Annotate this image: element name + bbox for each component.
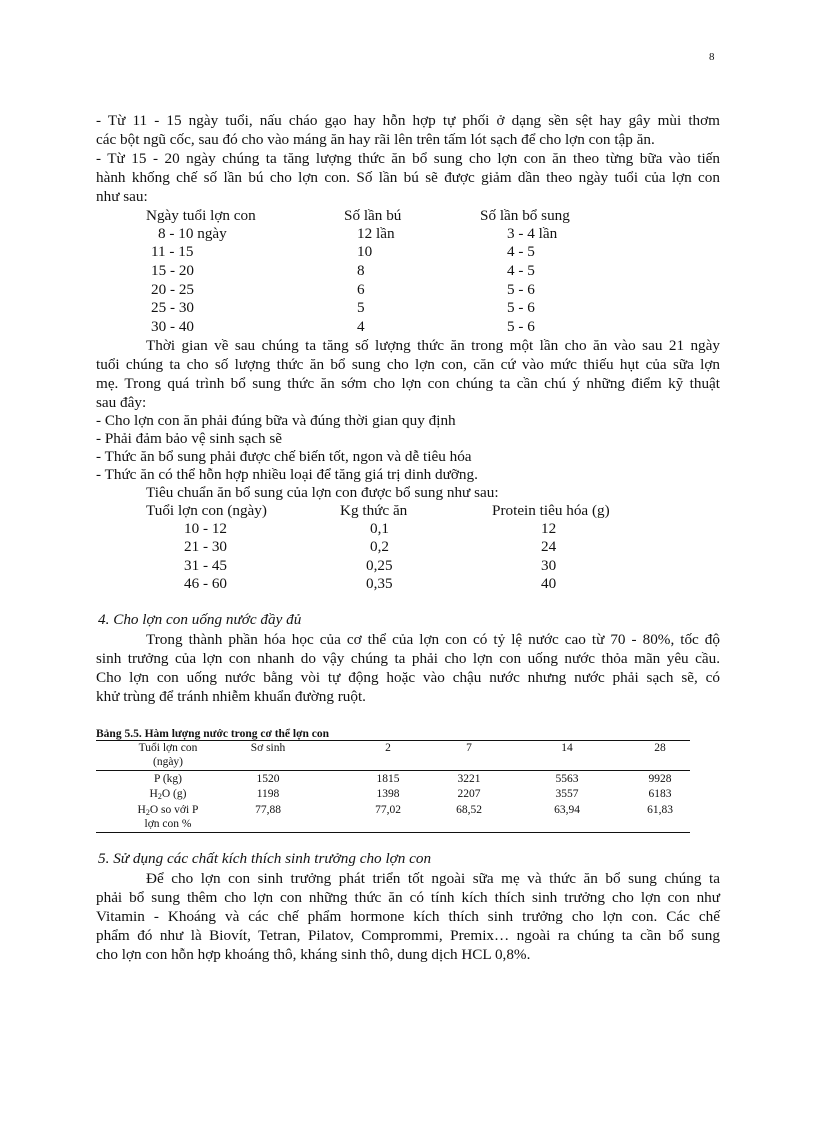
section4-heading: 4. Cho lợn con uống nước đầy đủ	[98, 611, 302, 628]
suckle-r6-age: 30 - 40	[151, 318, 195, 335]
suckle-header-supp: Số lần bổ sung	[480, 207, 570, 224]
water-row-p-label: P (kg)	[153, 773, 182, 785]
para1-line2: các bột ngũ cốc, sau đó cho vào máng ăn hay rãi lên trên tấm lót sạch để cho lợn con tập ăn.	[96, 131, 655, 148]
water-row-h2o-cell: 1198	[256, 788, 280, 800]
water-table-title: Bảng 5.5. Hàm lượng nước trong cơ thể lợn con	[96, 728, 329, 740]
section5-line3: Vitamin - Khoáng và các chế phẩm hormone kích thích sinh trưởng cho lợn con. Các chế	[96, 908, 720, 925]
feed-r2-kg: 0,2	[370, 538, 389, 555]
feed-r3-age: 31 - 45	[184, 557, 228, 574]
section5-line1: Để cho lợn con sinh trưởng phát triển tốt ngoài sữa mẹ và thức ăn bổ sung chúng ta	[146, 870, 720, 887]
feed-header-age: Tuổi lợn con (ngày)	[146, 502, 267, 519]
feed-r1-kg: 0,1	[370, 520, 389, 537]
para1-line5: như sau:	[96, 188, 148, 205]
suckle-r2-age: 11 - 15	[151, 243, 194, 260]
feed-r2-age: 21 - 30	[184, 538, 228, 555]
suckle-r1-supp: 3 - 4 lần	[507, 225, 558, 242]
section4-line4: khử trùng để tránh nhiễm khuẩn đường ruột.	[96, 688, 366, 705]
section5-line5: cho lợn con hỗn hợp khoáng thô, kháng sinh thô, dung dịch HCL 0,8%.	[96, 946, 531, 963]
water-row-ratio-cell: 63,94	[554, 804, 580, 816]
water-header-col: 2	[385, 742, 391, 754]
water-row-h2o-cell: 6183	[648, 788, 672, 800]
suckle-header-age: Ngày tuổi lợn con	[146, 207, 256, 224]
suckle-r4-count: 6	[357, 281, 365, 298]
suckle-r4-supp: 5 - 6	[507, 281, 535, 298]
water-row-ratio-cell: 68,52	[456, 804, 482, 816]
suckle-r5-count: 5	[357, 299, 365, 316]
feed-header-protein: Protein tiêu hóa (g)	[492, 502, 610, 519]
bullet-item: - Cho lợn con ăn phải đúng bữa và đúng thời gian quy định	[96, 412, 456, 429]
suckle-r5-age: 25 - 30	[151, 299, 195, 316]
table-rule-bottom	[96, 832, 690, 833]
feed-r1-protein: 12	[541, 520, 557, 537]
water-row-ratio-cell: 77,02	[375, 804, 401, 816]
water-row-p-cell: 3221	[457, 773, 481, 785]
section5-line4: phẩm đó như là Biovít, Tetran, Pilatov, Comprommi, Premix… ngoài ra chúng ta cần bổ sung	[96, 927, 720, 944]
section4-line1: Trong thành phần hóa học của cơ thể của lợn con có tỷ lệ nước cao từ 70 - 80%, tốc độ	[146, 631, 720, 648]
suckle-header-count: Số lần bú	[344, 207, 402, 224]
section5-heading: 5. Sử dụng các chất kích thích sinh trưởng cho lợn con	[98, 850, 432, 867]
suckle-r5-supp: 5 - 6	[507, 299, 535, 316]
water-row-p-cell: 9928	[648, 773, 672, 785]
section4-line3: Cho lợn con uống nước bằng vòi tự động hoặc vào chậu nước nhưng nước phải sạch sẽ, có	[96, 669, 720, 686]
suckle-r2-count: 10	[357, 243, 373, 260]
suckle-r2-supp: 4 - 5	[507, 243, 535, 260]
section5-line2: phải bổ sung thêm cho lợn con những thức ăn có tính kích thích sinh trưởng cho lợn con như	[96, 889, 720, 906]
feed-r4-age: 46 - 60	[184, 575, 228, 592]
suckle-r1-count: 12 lần	[357, 225, 395, 242]
water-row-ratio-label: $H_2O$ so với P	[137, 804, 199, 817]
table-rule-mid	[96, 770, 690, 771]
bullet-item: - Thức ăn có thể hỗn hợp nhiều loại để tăng giá trị dinh dưỡng.	[96, 466, 478, 483]
bullet-item: - Thức ăn bổ sung phải được chế biến tốt, ngon và dễ tiêu hóa	[96, 448, 472, 465]
water-row-p-cell: 1520	[256, 773, 280, 785]
para1-line4: hành khống chế số lần bú cho lợn con. Số lần bú sẽ được giảm dần theo ngày tuổi của lợn con	[96, 169, 720, 186]
para2-line4: sau đây:	[96, 394, 147, 411]
feed-r4-protein: 40	[541, 575, 557, 592]
feed-r2-protein: 24	[541, 538, 557, 555]
water-header-col: 28	[654, 742, 666, 754]
water-header-col: 14	[561, 742, 573, 754]
suckle-r3-supp: 4 - 5	[507, 262, 535, 279]
page-number: 8	[709, 51, 715, 63]
para2-line1: Thời gian về sau chúng ta tăng số lượng thức ăn trong một lần cho ăn vào sau 21 ngày	[146, 337, 720, 354]
water-row-ratio-cell: 61,83	[647, 804, 673, 816]
feed-r3-kg: 0,25	[366, 557, 393, 574]
para1-line3: - Từ 15 - 20 ngày chúng ta tăng lượng thức ăn bổ sung cho lợn con ăn theo từng bữa vào tiến	[96, 150, 720, 167]
suckle-r6-supp: 5 - 6	[507, 318, 535, 335]
water-row-p-cell: 5563	[555, 773, 579, 785]
water-header-age-l2: (ngày)	[152, 756, 183, 768]
water-row-p-cell: 1815	[376, 773, 400, 785]
water-row-ratio-label-l2: lợn con %	[144, 818, 192, 830]
suckle-r6-count: 4	[357, 318, 365, 335]
feed-r3-protein: 30	[541, 557, 557, 574]
feed-intro: Tiêu chuẩn ăn bổ sung của lợn con được bổ sung như sau:	[146, 484, 499, 501]
feed-r4-kg: 0,35	[366, 575, 393, 592]
bullet-item: - Phải đảm bảo vệ sinh sạch sẽ	[96, 430, 283, 447]
water-row-h2o-cell: 3557	[555, 788, 579, 800]
water-row-h2o-cell: 1398	[376, 788, 400, 800]
para2-line3: mẹ. Trong quá trình bổ sung thức ăn sớm cho lợn con chúng ta cần chú ý những điểm kỹ thuật	[96, 375, 720, 392]
water-header-col: 7	[466, 742, 472, 754]
suckle-r4-age: 20 - 25	[151, 281, 195, 298]
suckle-r3-count: 8	[357, 262, 365, 279]
water-row-ratio-cell: 77,88	[255, 804, 281, 816]
water-row-h2o-cell: 2207	[457, 788, 481, 800]
water-row-h2o-label: $H_2O$ (g)	[149, 788, 187, 801]
para2-line2: tuổi chúng ta cho số lượng thức ăn bổ sung cho lợn con, căn cứ vào mức thiếu hụt của sữa lợn	[96, 356, 720, 373]
suckle-r3-age: 15 - 20	[151, 262, 195, 279]
suckle-r1-age: 8 - 10 ngày	[158, 225, 227, 242]
water-header-age-l1: Tuổi lợn con	[138, 742, 198, 754]
feed-r1-age: 10 - 12	[184, 520, 228, 537]
feed-header-kg: Kg thức ăn	[340, 502, 408, 519]
section4-line2: sinh trưởng của lợn con nhanh do vậy chúng ta phải cho lợn con uống nước thỏa mãn yêu cầu.	[96, 650, 720, 667]
water-header-col: Sơ sinh	[250, 742, 286, 754]
para1-line1: - Từ 11 - 15 ngày tuổi, nấu cháo gạo hay hỗn hợp tự phối ở dạng sền sệt hay gây mùi thơm	[96, 112, 720, 129]
